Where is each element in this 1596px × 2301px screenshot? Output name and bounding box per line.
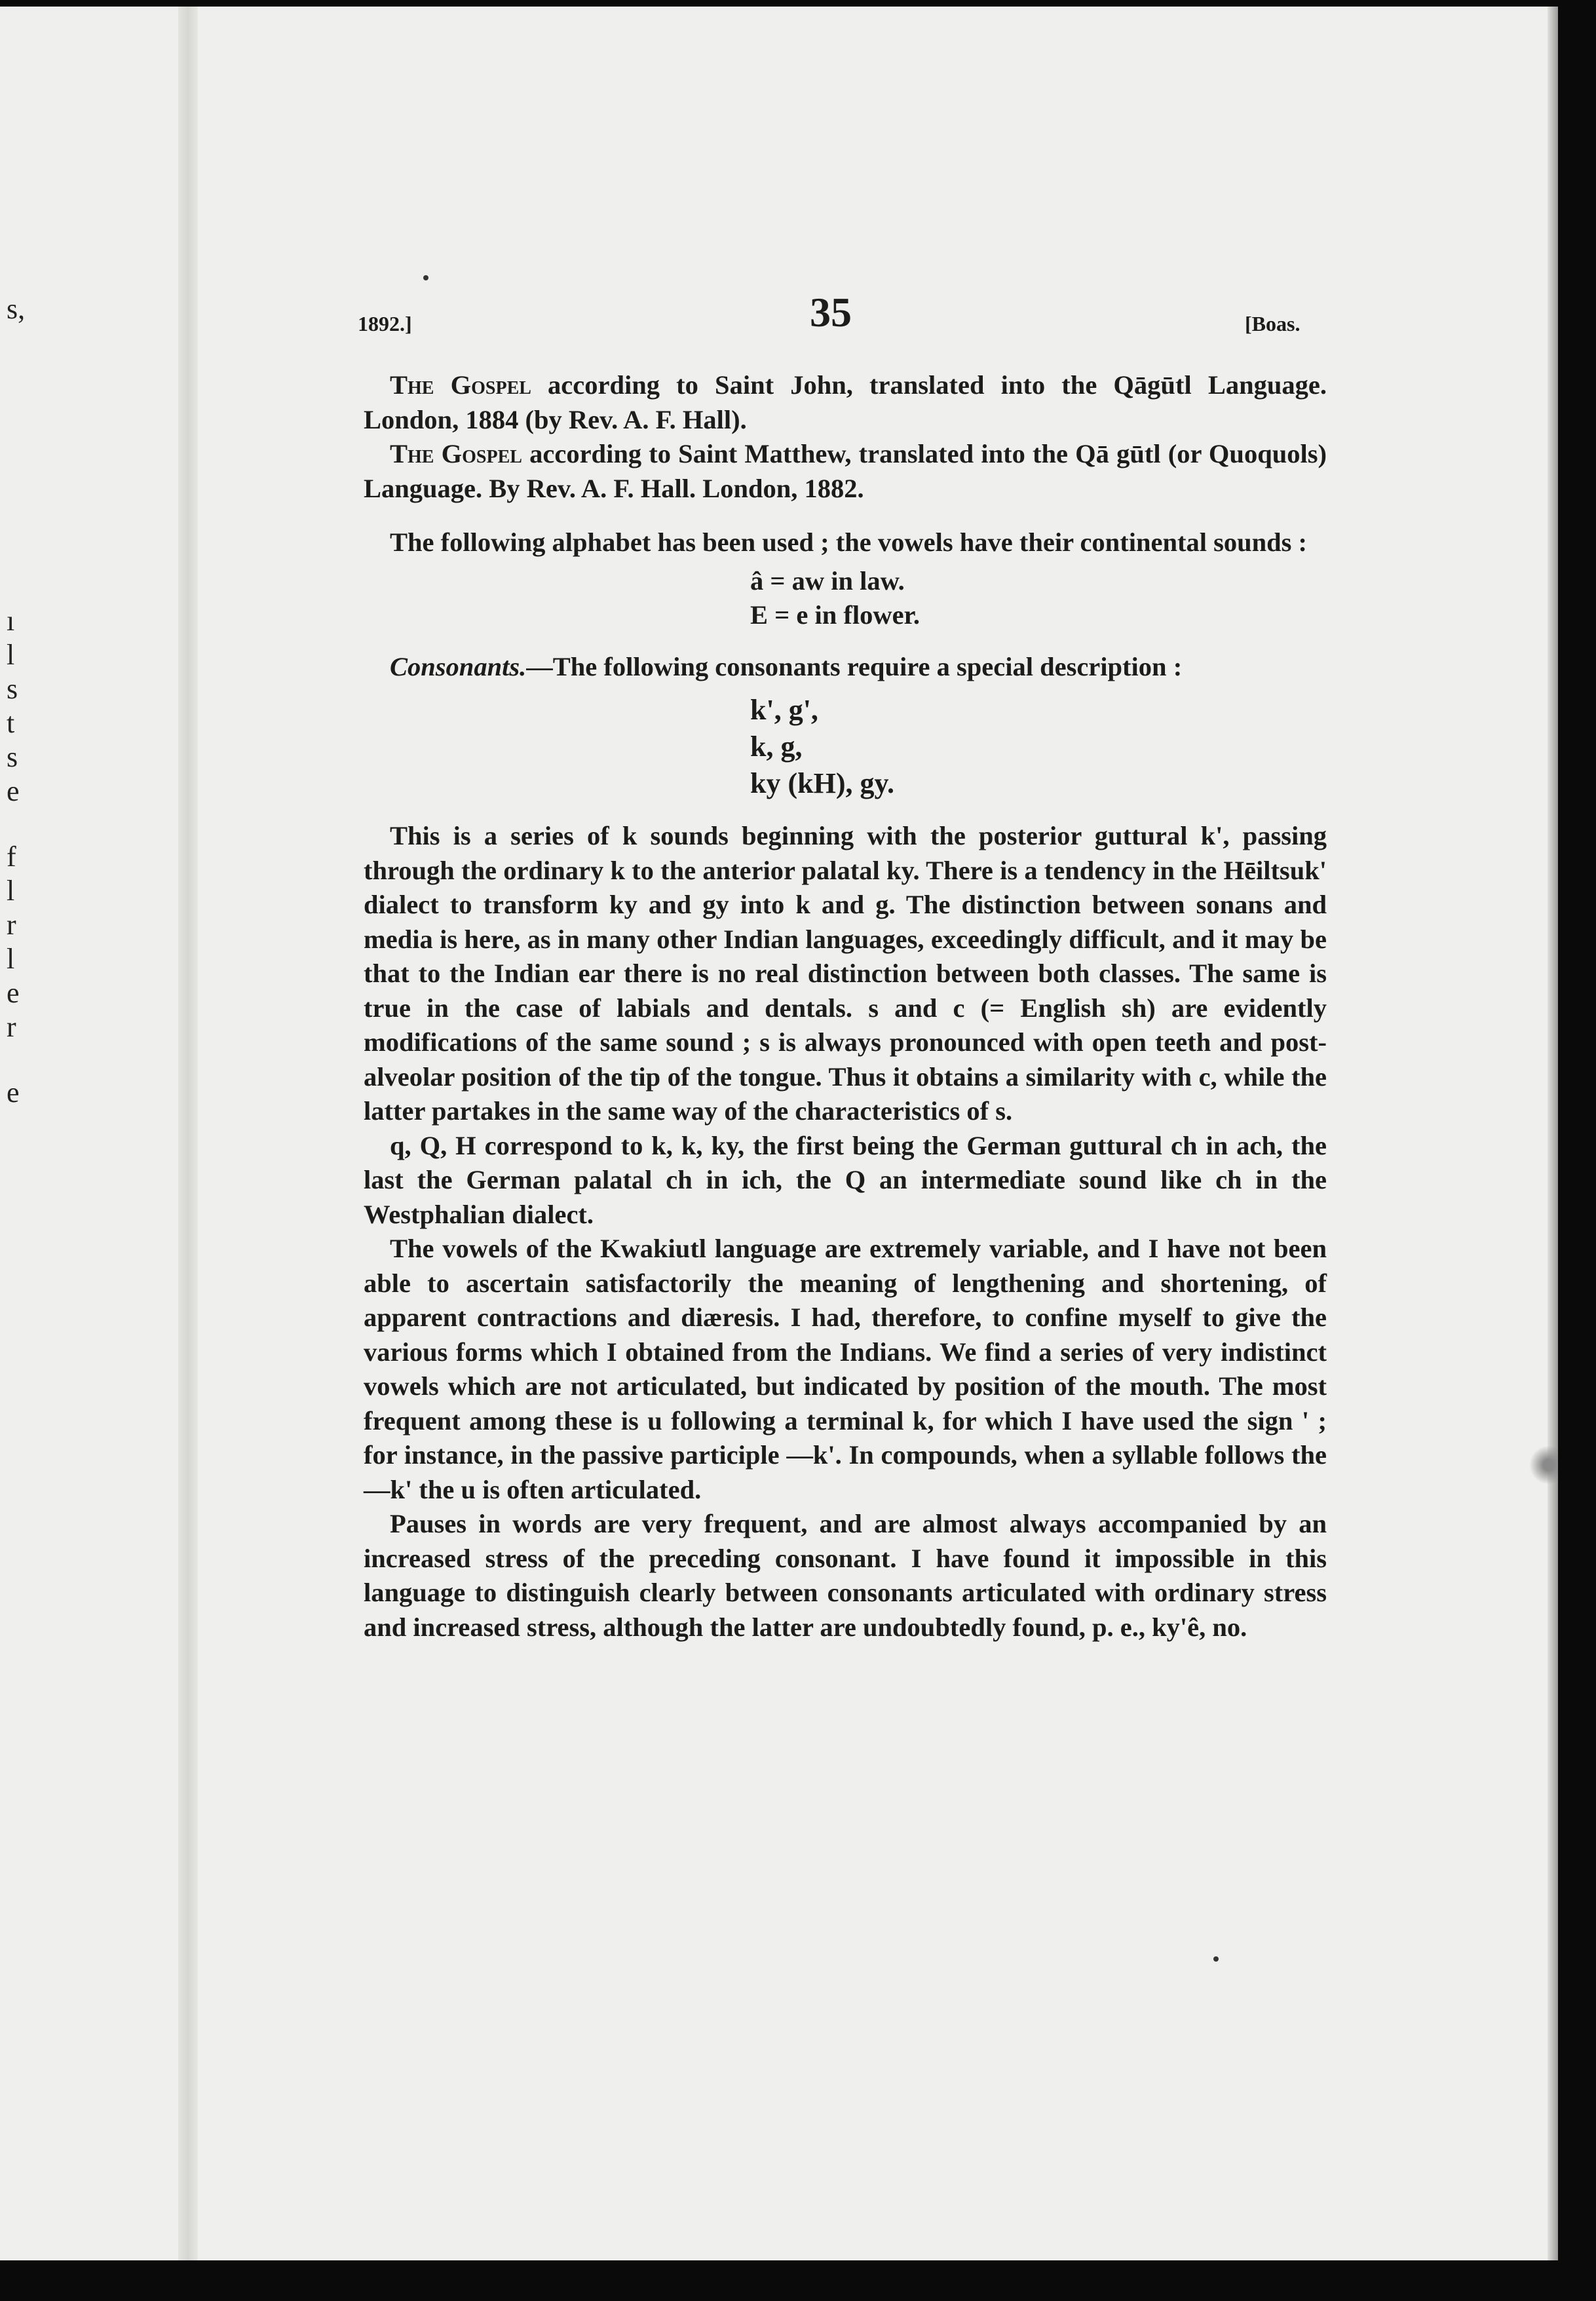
consonants-label: Consonants.	[390, 651, 527, 681]
consonant-table	[750, 692, 1327, 802]
fragment-char: s	[7, 741, 18, 773]
ink-speck	[1213, 1956, 1219, 1962]
ink-speck	[423, 275, 428, 280]
formula-line: E = e in flower.	[750, 600, 920, 630]
paper-smudge	[1529, 1445, 1558, 1485]
fragment-char: s,	[7, 293, 26, 325]
reference-text: according to Saint John, translated into the Qāgūtl Language. London, 1884 (by Rev. A. F. Hall).	[364, 370, 1327, 434]
consonants-intro: —The following consonants require a special description :	[526, 651, 1183, 681]
formula-line: â = aw in law.	[750, 565, 905, 596]
fragment-char: s	[7, 673, 18, 705]
consonant-row: k, g,	[750, 731, 803, 763]
reference-title: The Gospel	[390, 439, 522, 468]
reference-entry	[364, 368, 1327, 437]
fragment-char: e	[7, 775, 20, 807]
vowel-formulas	[750, 564, 1327, 633]
page-edge-shadow	[1548, 7, 1558, 2260]
paragraph: The vowels of the Kwakiutl language are extremely variable, and I have not been able to ascertain satisfactorily the meaning of lengthening and shortening, of apparent contractions and diæresis. I had, therefore, to confine myself to give the various forms which I obtained from the Indians. We find a series of very indistinct vowels which are not articulated, but indicated by position of the mouth. The most frequent among these is u following a terminal k, for which I have used the sign ' ; for instance, in the passive participle —k'. In compounds, when a syllable follows the —k' the u is often articulated.	[364, 1234, 1327, 1504]
reference-title: The Gospel	[390, 370, 531, 400]
body-text	[364, 368, 1327, 1645]
fragment-char: ı	[7, 605, 15, 637]
consonant-row: k', g',	[750, 694, 818, 726]
fragment-char: l	[7, 875, 15, 907]
running-header	[0, 288, 1558, 334]
book-gutter	[178, 7, 198, 2260]
header-year: 1892.]	[358, 312, 412, 335]
fragment-char: e	[7, 1076, 20, 1109]
paragraph: This is a series of k sounds beginning with the posterior guttural k', passing through the ordinary k to the anterior palatal ky. There is a tendency in the Hēiltsuk' dialect to transform ky and gy into k and g. The distinction between sonans and media is here, as in many other Indian languages, exceedingly difficult, and it may be that to the Indian ear there is no real distinction between both classes. The same is true in the case of labials and dentals. s and c (= English sh) are evidently modifications of the same sound ; s is always pronounced with open teeth and post-alveolar position of the tip of the tongue. Thus it obtains a similarity with c, while the latter partakes in the same way of the characteristics of s.	[364, 821, 1327, 1126]
consonant-row: ky (kH), gy.	[750, 767, 895, 799]
fragment-char: t	[7, 707, 15, 739]
consonants-heading	[364, 650, 1327, 685]
previous-page-fragments	[7, 295, 33, 1107]
fragment-char: e	[7, 977, 20, 1009]
reference-entry	[364, 437, 1327, 506]
scanned-page	[0, 7, 1558, 2260]
paragraph: q, Q, H correspond to k, k, ky, the first being the German guttural ch in ach, the last the German palatal ch in ich, the Q an intermediate sound like ch in the Westphalian dialect.	[364, 1130, 1327, 1229]
fragment-char: f	[7, 841, 16, 873]
header-author: [Boas.	[1245, 312, 1301, 335]
page-number: 35	[810, 289, 852, 335]
fragment-char: r	[7, 1011, 16, 1043]
fragment-char: l	[7, 639, 15, 671]
reference-text: according to Saint Matthew, translated into the Qā gūtl (or Quoquols) Language. By Rev. A. F. Hall. London, 1882.	[364, 439, 1327, 503]
alphabet-intro: The following alphabet has been used ; the vowels have their continental sounds :	[390, 527, 1308, 557]
fragment-char: r	[7, 909, 16, 941]
paragraph: Pauses in words are very frequent, and are almost always accompanied by an increased stress of the preceding consonant. I have found it impossible in this language to distinguish clearly between consonants articulated with ordinary stress and increased stress, although the latter are undoubtedly found, p. e., ky'ê, no.	[364, 1509, 1327, 1642]
fragment-char: l	[7, 943, 15, 975]
